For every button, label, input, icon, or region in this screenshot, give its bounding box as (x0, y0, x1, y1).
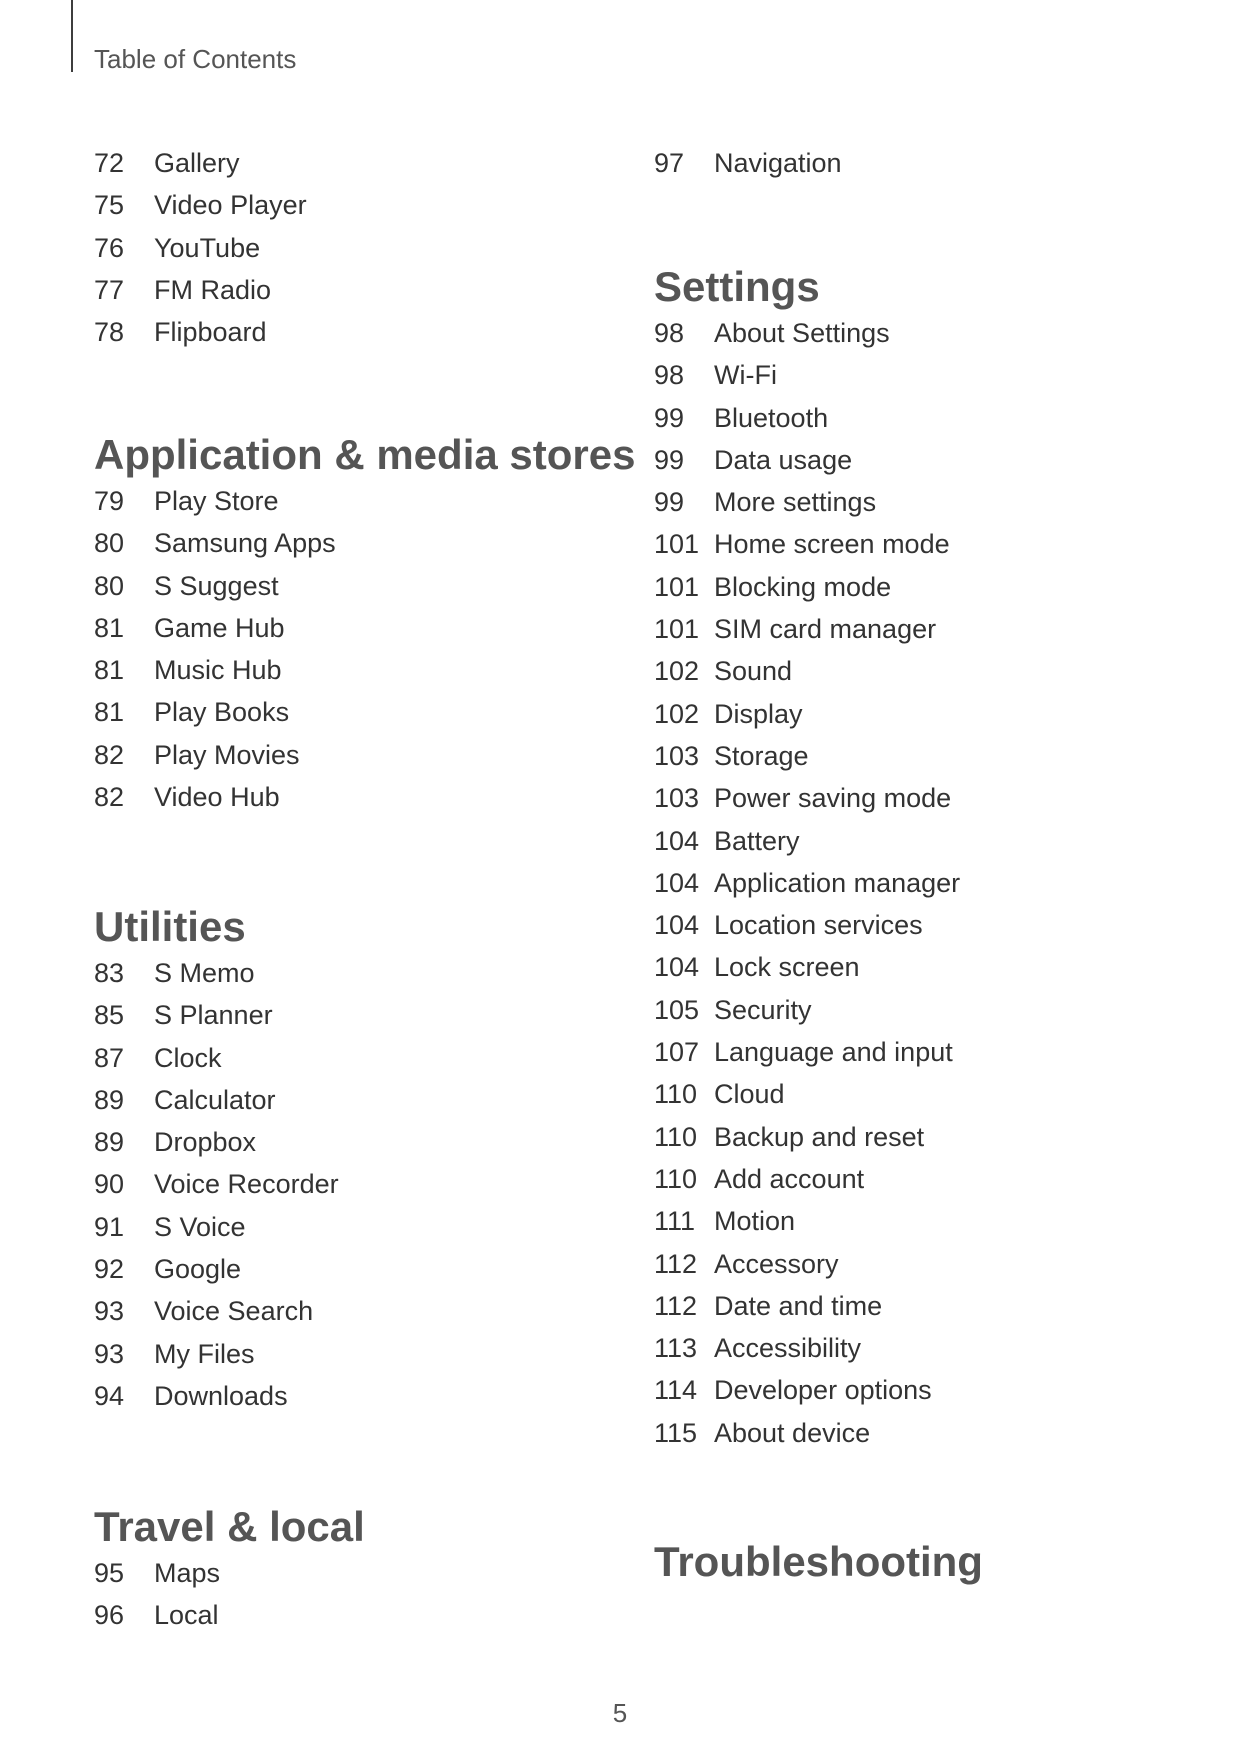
toc-entry-page: 107 (654, 1037, 700, 1068)
toc-entry-page: 93 (94, 1296, 125, 1327)
toc-entry[interactable] (94, 1333, 339, 1375)
toc-entry-label: Blocking mode (714, 571, 892, 602)
toc-entry[interactable] (654, 862, 960, 904)
toc-section-continued-left (94, 142, 307, 353)
toc-entry[interactable] (94, 1594, 365, 1636)
toc-entry-page: 80 (94, 570, 125, 601)
toc-entry-label: More settings (714, 487, 877, 518)
toc-entry[interactable] (94, 1375, 339, 1417)
toc-entry-label: Flipboard (154, 317, 267, 348)
toc-entry-label: Data usage (714, 444, 853, 475)
toc-entry-label: Video Hub (154, 782, 280, 813)
toc-entry-page: 91 (94, 1211, 125, 1242)
toc-entry-label: Clock (154, 1042, 222, 1073)
toc-entry[interactable] (654, 142, 842, 184)
toc-entry-page: 115 (654, 1417, 698, 1448)
toc-entry[interactable] (654, 820, 960, 862)
toc-entry-page: 103 (654, 783, 700, 814)
toc-entry[interactable] (94, 952, 339, 994)
toc-entry[interactable] (654, 1158, 960, 1200)
toc-entry-label: Gallery (154, 148, 240, 178)
toc-entry-label: Home screen mode (714, 529, 950, 560)
toc-entry-page: 96 (94, 1600, 125, 1631)
toc-entry-page: 82 (94, 782, 125, 813)
toc-entry-page: 75 (94, 190, 125, 221)
toc-entry-label: Samsung Apps (154, 528, 336, 559)
toc-entry-label: Video Player (154, 190, 307, 221)
toc-entry-page: 113 (654, 1333, 698, 1364)
toc-entry-page: 114 (654, 1375, 698, 1406)
toc-entry-page: 95 (94, 1558, 125, 1588)
toc-entry[interactable] (654, 566, 960, 608)
toc-entry-page: 82 (94, 739, 125, 770)
toc-entry[interactable] (654, 904, 960, 946)
toc-entry-list (94, 952, 339, 1417)
toc-entry-label: Motion (714, 1206, 796, 1237)
toc-entry-label: S Voice (154, 1211, 246, 1242)
toc-entry[interactable] (94, 227, 307, 269)
toc-entry-page: 104 (654, 825, 700, 856)
toc-entry-label: Voice Search (154, 1296, 314, 1327)
toc-entry[interactable] (94, 776, 635, 818)
toc-entry-page: 110 (654, 1079, 698, 1110)
toc-entry[interactable] (94, 1206, 339, 1248)
toc-section-utilities (94, 902, 339, 1417)
toc-entry-label: Language and input (714, 1037, 953, 1068)
toc-entry-page: 81 (94, 697, 125, 728)
toc-entry[interactable] (94, 1037, 339, 1079)
toc-entry-label: Accessory (714, 1248, 839, 1279)
page-number: 5 (612, 1698, 628, 1728)
toc-entry-page: 112 (654, 1248, 698, 1279)
toc-entry[interactable] (654, 1285, 960, 1327)
toc-entry-label: SIM card manager (714, 614, 937, 645)
toc-entry[interactable] (94, 522, 635, 564)
toc-entry-list (654, 142, 842, 184)
toc-entry[interactable] (94, 734, 635, 776)
toc-entry[interactable] (94, 1290, 339, 1332)
toc-entry-page: 104 (654, 867, 700, 898)
toc-entry-page: 104 (654, 910, 700, 941)
toc-entry-label: Application manager (714, 867, 961, 898)
toc-entry[interactable] (654, 989, 960, 1031)
section-heading[interactable]: Travel & local (94, 1503, 365, 1550)
toc-entry-label: Local (154, 1600, 219, 1631)
toc-entry-page: 98 (654, 318, 685, 348)
toc-section-continued-right (654, 142, 842, 184)
toc-entry-page: 110 (654, 1121, 698, 1152)
toc-entry-label: YouTube (154, 232, 261, 263)
toc-entry[interactable] (94, 1079, 339, 1121)
section-heading[interactable]: Application & media stores (94, 431, 636, 478)
toc-entry[interactable] (654, 777, 960, 819)
toc-entry-label: Game Hub (154, 612, 285, 643)
toc-entry[interactable] (654, 397, 960, 439)
toc-entry[interactable] (654, 312, 960, 354)
toc-entry[interactable] (654, 650, 960, 692)
toc-entry[interactable] (94, 565, 635, 607)
toc-entry-page: 110 (654, 1163, 698, 1194)
toc-entry[interactable] (94, 184, 307, 226)
toc-entry[interactable] (654, 1200, 960, 1242)
toc-entry-page: 92 (94, 1254, 125, 1285)
toc-entry-label: Dropbox (154, 1127, 257, 1158)
toc-entry[interactable] (654, 1243, 960, 1285)
page-header-title: Table of Contents (94, 44, 297, 74)
toc-entry[interactable] (94, 311, 307, 353)
toc-entry-label: About device (714, 1417, 871, 1448)
toc-entry-label: Wi-Fi (714, 360, 777, 391)
toc-entry-page: 76 (94, 232, 125, 263)
toc-entry-page: 89 (94, 1127, 125, 1158)
toc-entry-label: Voice Recorder (154, 1169, 339, 1200)
section-heading[interactable]: Troubleshooting (654, 1538, 983, 1585)
toc-entry-page: 79 (94, 486, 125, 516)
toc-entry-label: Add account (714, 1163, 865, 1194)
toc-entry-page: 103 (654, 740, 700, 771)
toc-entry[interactable] (94, 994, 339, 1036)
toc-entry[interactable] (94, 1248, 339, 1290)
toc-entry-page: 85 (94, 1000, 125, 1031)
header-rule (71, 0, 73, 72)
toc-entry-label: Location services (714, 910, 923, 941)
toc-entry[interactable] (654, 439, 960, 481)
toc-entry-page: 78 (94, 317, 125, 348)
toc-entry-page: 111 (654, 1206, 696, 1237)
toc-entry-page: 81 (94, 655, 125, 686)
toc-entry[interactable] (94, 607, 635, 649)
toc-entry-label: Music Hub (154, 655, 282, 686)
toc-entry-page: 72 (94, 148, 125, 178)
toc-entry[interactable] (654, 354, 960, 396)
toc-entry[interactable] (94, 269, 307, 311)
toc-entry-label: Calculator (154, 1084, 276, 1115)
toc-entry-page: 102 (654, 656, 700, 687)
toc-entry[interactable] (94, 1163, 339, 1205)
toc-entry-label: Navigation (714, 148, 842, 178)
toc-entry-label: Play Movies (154, 739, 300, 770)
toc-entry[interactable] (654, 1116, 960, 1158)
toc-entry-page: 99 (654, 487, 685, 518)
toc-entry-page: 102 (654, 698, 700, 729)
toc-entry[interactable] (94, 691, 635, 733)
toc-entry-list (654, 312, 960, 1454)
toc-entry[interactable] (94, 649, 635, 691)
toc-entry-page: 105 (654, 994, 700, 1025)
toc-entry-label: Play Books (154, 697, 290, 728)
toc-entry[interactable] (94, 1121, 339, 1163)
toc-entry-label: Lock screen (714, 952, 860, 983)
toc-entry-page: 77 (94, 274, 125, 305)
toc-entry-list (94, 480, 635, 818)
toc-entry-label: Cloud (714, 1079, 785, 1110)
toc-entry-label: S Suggest (154, 570, 279, 601)
toc-entry-page: 101 (654, 614, 700, 645)
toc-entry-label: Maps (154, 1558, 221, 1588)
toc-entry[interactable] (654, 1412, 960, 1454)
toc-entry-label: About Settings (714, 318, 890, 348)
toc-entry-page: 90 (94, 1169, 125, 1200)
toc-entry-label: Bluetooth (714, 402, 829, 433)
toc-entry[interactable] (654, 481, 960, 523)
toc-entry[interactable] (654, 1031, 960, 1073)
toc-entry-page: 97 (654, 148, 685, 178)
toc-entry[interactable] (654, 523, 960, 565)
toc-entry-page: 112 (654, 1290, 698, 1321)
section-heading[interactable]: Utilities (94, 903, 246, 950)
toc-entry-label: Google (154, 1254, 242, 1285)
toc-entry-page: 99 (654, 444, 685, 475)
toc-entry[interactable] (654, 1369, 960, 1411)
toc-entry[interactable] (654, 946, 960, 988)
toc-entry-label: Power saving mode (714, 783, 952, 814)
toc-entry-page: 80 (94, 528, 125, 559)
toc-entry[interactable] (654, 693, 960, 735)
toc-entry[interactable] (94, 142, 307, 184)
toc-entry[interactable] (654, 1073, 960, 1115)
toc-section-travel (94, 1502, 365, 1637)
toc-entry-label: S Memo (154, 958, 255, 988)
toc-entry[interactable] (654, 1327, 960, 1369)
toc-entry-label: Play Store (154, 486, 279, 516)
toc-entry-label: FM Radio (154, 274, 272, 305)
toc-entry-label: Sound (714, 656, 793, 687)
toc-entry-label: Accessibility (714, 1333, 862, 1364)
toc-entry-page: 99 (654, 402, 685, 433)
toc-entry-label: Security (714, 994, 812, 1025)
toc-entry-page: 83 (94, 958, 125, 988)
toc-section-settings (654, 262, 960, 1454)
toc-entry[interactable] (94, 480, 635, 522)
toc-entry[interactable] (654, 735, 960, 777)
toc-entry-label: Display (714, 698, 803, 729)
section-heading[interactable]: Settings (654, 263, 820, 310)
toc-entry-list (94, 142, 307, 353)
toc-entry-label: Battery (714, 825, 800, 856)
toc-entry-label: Backup and reset (714, 1121, 925, 1152)
toc-entry[interactable] (654, 608, 960, 650)
toc-entry-label: S Planner (154, 1000, 273, 1031)
toc-section-troubleshooting (654, 1537, 983, 1587)
toc-entry-page: 101 (654, 529, 700, 560)
toc-entry-label: Downloads (154, 1380, 288, 1411)
toc-entry-label: Developer options (714, 1375, 932, 1406)
toc-entry-page: 89 (94, 1084, 125, 1115)
toc-entry-page: 94 (94, 1380, 125, 1411)
toc-entry-page: 98 (654, 360, 685, 391)
toc-entry-page: 81 (94, 612, 125, 643)
toc-entry-page: 87 (94, 1042, 125, 1073)
toc-entry-list (94, 1552, 365, 1637)
toc-entry-page: 104 (654, 952, 700, 983)
toc-entry-page: 93 (94, 1338, 125, 1369)
toc-entry-label: My Files (154, 1338, 255, 1369)
toc-entry-page: 101 (654, 571, 700, 602)
toc-section-app-stores (94, 430, 635, 818)
toc-entry[interactable] (94, 1552, 365, 1594)
toc-entry-label: Date and time (714, 1290, 883, 1321)
toc-entry-label: Storage (714, 740, 809, 771)
